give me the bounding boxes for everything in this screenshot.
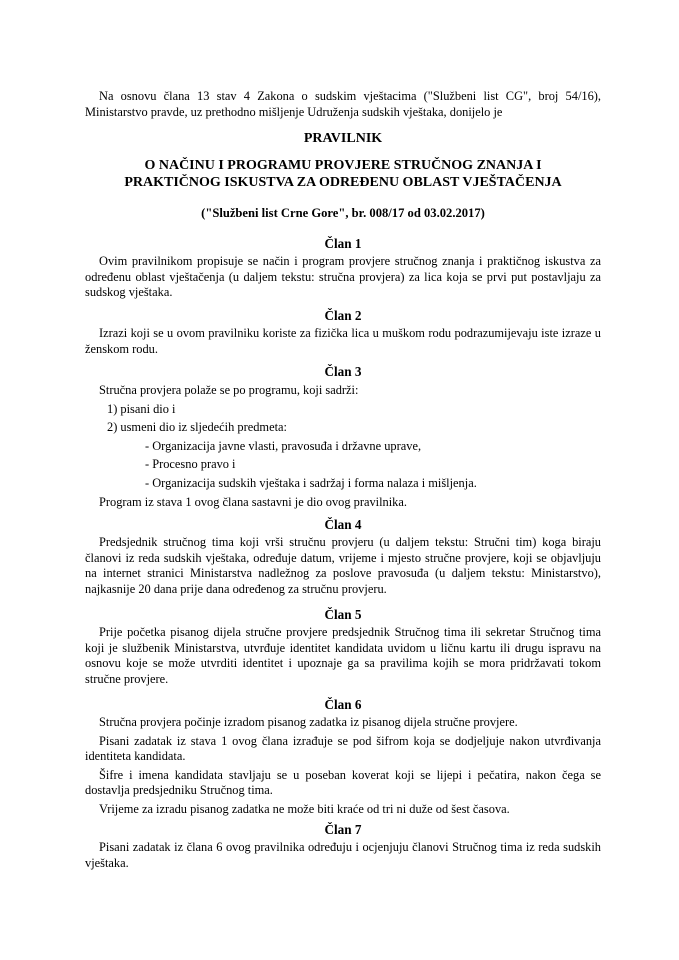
- article-3-list-item-2: 2) usmeni dio iz sljedećih predmeta:: [107, 420, 287, 435]
- article-4-paragraph: Predsjednik stručnog tima koji vrši stručnu provjeru (u daljem tekstu: Stručni tim) koga biraju članovi iz reda sudskih vještaka, određuje datum, vrijeme i mjesto stručne provjere, koji se objavljuju na internet stranici Ministarstva nadležnog za poslove pravosuđa (u daljem tekstu: Ministarstvo), najkasnije 20 dana prije dana određenog za stručnu provjeru.: [85, 535, 601, 596]
- article-6-paragraph-2: Pisani zadatak iz stava 1 ovog člana izrađuje se pod šifrom koja se dodjeljuje nakon utvrđivanja identiteta kandidata.: [85, 733, 601, 764]
- article-2-heading: Član 2: [324, 308, 362, 323]
- article-4-heading: Član 4: [324, 517, 362, 532]
- article-3-heading: Član 3: [324, 364, 362, 379]
- preamble-text: Na osnovu člana 13 stav 4 Zakona o sudskim vještacima ("Službeni list CG", broj 54/16), Ministarstvo pravde, uz prethodno mišljenje Udruženja sudskih vještaka, donijelo je: [85, 89, 601, 119]
- article-3-paragraph-2: Program iz stava 1 ovog člana sastavni je dio ovog pravilnika.: [99, 494, 407, 509]
- article-1-body: [85, 254, 601, 301]
- article-6-paragraph-3: Šifre i imena kandidata stavljaju se u poseban koverat koji se lijepi i pečatira, nakon čega se dostavlja predsjedniku Stručnog tima.: [85, 767, 601, 798]
- article-3-subitem-2: - Procesno pravo i: [145, 457, 236, 472]
- article-7-heading: Član 7: [324, 822, 362, 837]
- article-1-paragraph: Ovim pravilnikom propisuje se način i program provjere stručnog znanja i praktičnog iskustva za određenu oblast vještačenja (u daljem tekstu: stručna provjera) za lica koja se prvi put postavljaju za sudskog vještaka.: [85, 254, 601, 300]
- document-title-line-1: O NAČINU I PROGRAMU PROVJERE STRUČNOG ZNANJA I: [144, 158, 542, 173]
- article-2-body: [85, 326, 601, 357]
- article-6-body: [85, 715, 601, 818]
- article-2-paragraph: Izrazi koji se u ovom pravilniku koriste za fizička lica u muškom rodu podrazumijevaju iste izraze u ženskom rodu.: [85, 326, 601, 356]
- article-3-paragraph-1: Stručna provjera polaže se po programu, koji sadrži:: [99, 383, 359, 397]
- article-3-subitem-1: - Organizacija javne vlasti, pravosuđa i državne uprave,: [145, 438, 422, 453]
- gazette-reference: ("Službeni list Crne Gore", br. 008/17 od 03.02.2017): [201, 206, 485, 220]
- article-3-list-item-1: 1) pisani dio i: [107, 401, 176, 416]
- article-6-paragraph-1: Stručna provjera počinje izradom pisanog zadatka iz pisanog dijela stručne provjere.: [99, 715, 518, 729]
- document-type: PRAVILNIK: [303, 131, 383, 146]
- preamble-block: [85, 89, 601, 120]
- article-6-heading: Član 6: [324, 697, 362, 712]
- document-title: [85, 157, 601, 191]
- article-3-body: [85, 383, 601, 510]
- article-5-paragraph: Prije početka pisanog dijela stručne provjere predsjednik Stručnog tima ili sekretar Stručnog tima koji je službenik Ministarstva, utvrđuje identitet kandidata uvidom u ličnu kartu ili drugu ispravu na osnovu koje se može utvrditi identitet i upoznaje ga sa pravilima kojih se mora pridržavati tokom stručne provjere.: [85, 625, 601, 686]
- article-5-heading: Član 5: [324, 607, 362, 622]
- article-6-paragraph-4: Vrijeme za izradu pisanog zadatka ne može biti kraće od tri ni duže od šest časova.: [99, 801, 510, 816]
- article-3-subitem-3: - Organizacija sudskih vještaka i sadržaj i forma nalaza i mišljenja.: [145, 475, 477, 490]
- article-1-heading: Član 1: [324, 236, 362, 251]
- article-5-body: [85, 625, 601, 687]
- article-7-paragraph: Pisani zadatak iz člana 6 ovog pravilnika određuju i ocjenjuju članovi Stručnog tima iz reda sudskih vještaka.: [85, 840, 601, 870]
- document-title-line-2: PRAKTIČNOG ISKUSTVA ZA ODREĐENU OBLAST VJEŠTAČENJA: [124, 175, 562, 190]
- article-4-body: [85, 535, 601, 597]
- article-7-body: [85, 840, 601, 871]
